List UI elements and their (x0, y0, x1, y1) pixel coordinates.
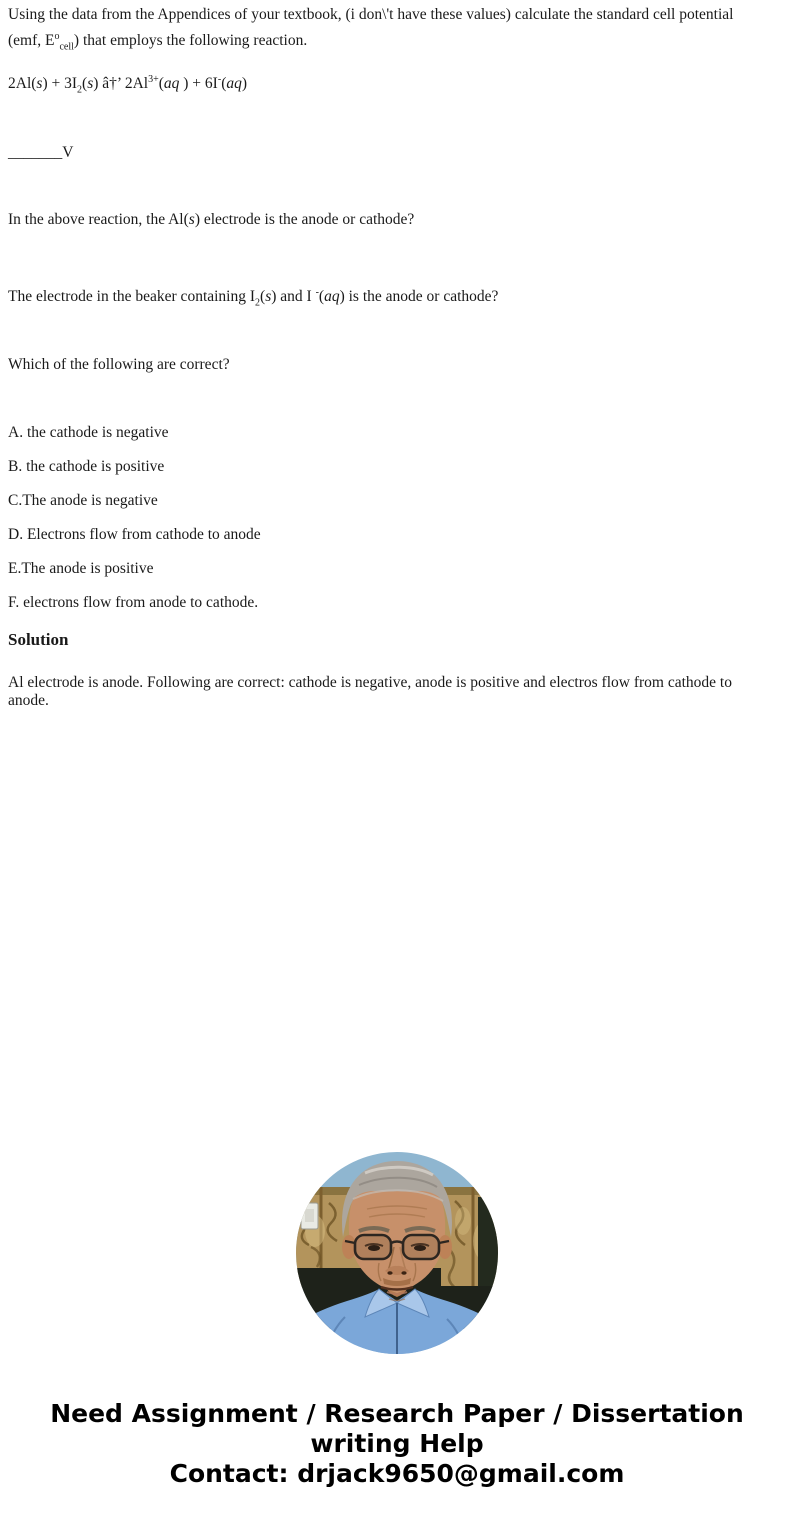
question-intro: Using the data from the Appendices of your textbook, (i don\'t have these values) calculate the standard cell potential (emf, $E^o_{cell}$) that employs the following reaction. (8, 6, 734, 53)
option-f: F. electrons flow from anode to cathode. (8, 594, 259, 611)
footer-contact-email: Contact: drjack9650@gmail.com (169, 1459, 625, 1488)
options-list (8, 424, 261, 628)
footer-banner (0, 1399, 794, 1489)
portrait-image (295, 1151, 499, 1355)
option-c: C.The anode is negative (8, 492, 158, 509)
option-b: B. the cathode is positive (8, 458, 165, 475)
question-which-correct: Which of the following are correct? (8, 356, 230, 373)
option-e: E.The anode is positive (8, 560, 154, 577)
reaction-equation: $2Al(s) + 3I_2(s)$ â†’ $2Al^{3+}(aq$ ) + 6I-(aq) (8, 74, 248, 96)
answer-blank: _______V (8, 144, 74, 161)
solution-text: Al electrode is anode. Following are correct: cathode is negative, anode is positive and electros flow from cathode to anode. (8, 674, 732, 709)
question-al-electrode: In the above reaction, the Al(s) electrode is the anode or cathode? (8, 211, 415, 228)
option-d: D. Electrons flow from cathode to anode (8, 526, 261, 543)
profile-photo (295, 1151, 499, 1355)
footer-help-text: Need Assignment / Research Paper / Dissertation writing Help (50, 1399, 744, 1458)
solution-heading: Solution (8, 630, 69, 649)
option-a: A. the cathode is negative (8, 424, 169, 441)
question-beaker-electrode: The electrode in the beaker containing $I_2(s)$ and I -(aq) is the anode or cathode? (8, 287, 499, 309)
